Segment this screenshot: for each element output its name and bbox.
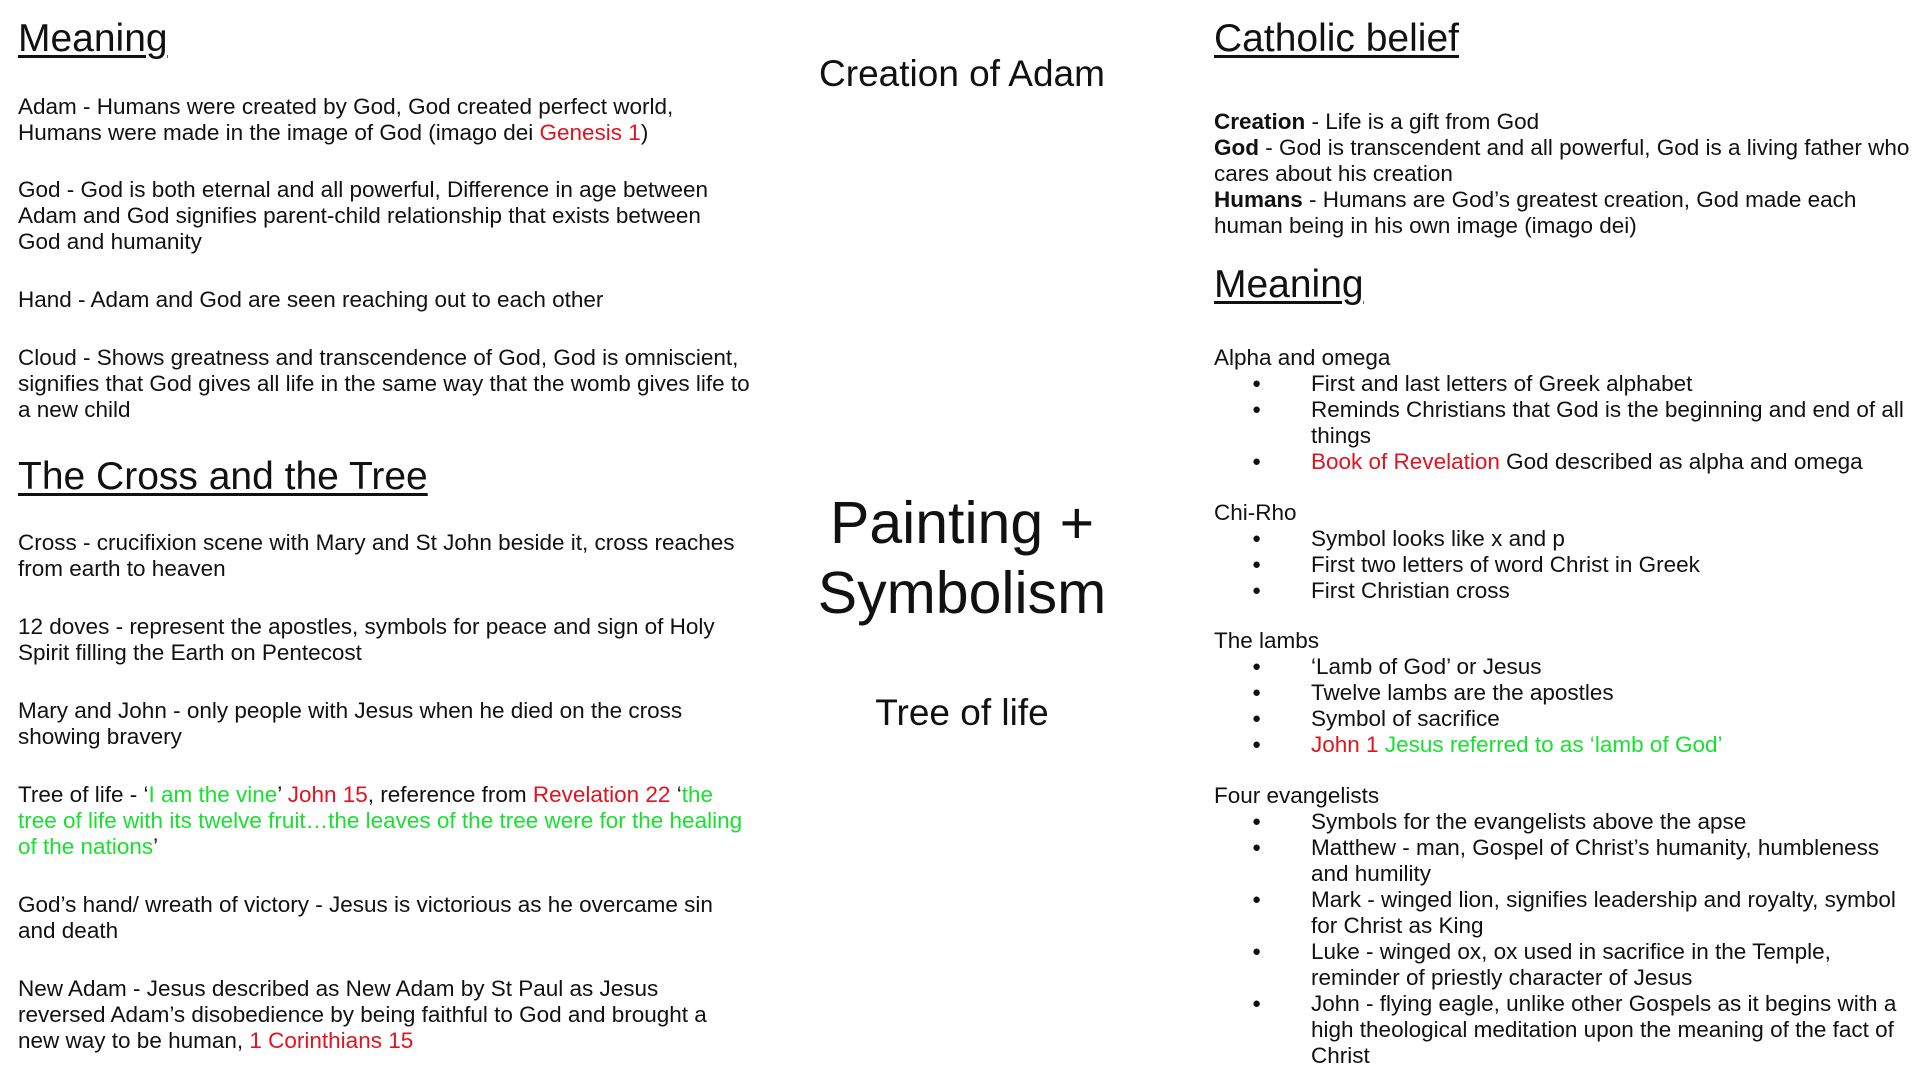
group-title: Alpha and omega <box>1214 345 1391 370</box>
list-item: ● First and last letters of Greek alphabet <box>1214 371 1914 397</box>
belief-humans: Humans - Humans are God’s greatest creation, God made each human being in his own image (imago dei) <box>1214 187 1857 238</box>
bullet-list <box>1214 654 1914 758</box>
list-item: ● Symbols for the evangelists above the apse <box>1214 809 1914 835</box>
quote: the tree of life with its twelve fruit…the leaves of the tree were for the healing of the nations <box>18 782 743 859</box>
cross-item-new-adam: New Adam - Jesus described as New Adam by St Paul as Jesus reversed Adam’s disobedience by being faithful to God and brought a new way to be human, 1 Corinthians 15 <box>18 976 707 1053</box>
bible-reference: Revelation 22 <box>532 782 671 807</box>
main-title-line-2: Symbolism <box>817 560 1107 626</box>
list-item: ● Book of Revelation God described as alpha and omega <box>1214 449 1914 475</box>
main-title-line-1: Painting + <box>829 490 1095 556</box>
list-item: ● Reminds Christians that God is the beginning and end of all things <box>1214 397 1914 449</box>
bullet-list <box>1214 371 1914 475</box>
bible-reference: Book of Revelation <box>1311 449 1500 474</box>
cross-tree-heading: The Cross and the Tree <box>18 455 428 498</box>
belief-creation: Creation - Life is a gift from God <box>1214 109 1540 134</box>
bullet-list <box>1214 809 1914 1069</box>
meaning-item-god: God - God is both eternal and all powerful, Difference in age between Adam and God signifies parent-child relationship that exists between God and humanity <box>18 177 709 254</box>
bible-reference: John 1 <box>1311 732 1379 757</box>
list-item: ● First two letters of word Christ in Greek <box>1214 552 1914 578</box>
quote: I am the vine <box>148 782 278 807</box>
bible-reference: John 15 <box>287 782 368 807</box>
meaning-heading-right: Meaning <box>1214 263 1364 306</box>
group-four-evangelists <box>1214 783 1914 1069</box>
meaning-heading-left: Meaning <box>18 17 168 60</box>
list-item: ● Symbol looks like x and p <box>1214 526 1914 552</box>
cross-item-tree-of-life: Tree of life - ‘I am the vine’ John 15, reference from Revelation 22 ‘the tree of life with its twelve fruit…the leaves of the tree were for the healing of the nations’ <box>18 782 743 859</box>
meaning-item-adam: Adam - Humans were created by God, God created perfect world, Humans were made in the image of God (imago dei Genesis 1) <box>18 94 674 145</box>
cross-item-gods-hand: God’s hand/ wreath of victory - Jesus is victorious as he overcame sin and death <box>18 892 713 943</box>
cross-item-cross: Cross - crucifixion scene with Mary and St John beside it, cross reaches from earth to heaven <box>18 530 735 581</box>
list-item: ● John - flying eagle, unlike other Gospels as it begins with a high theological meditation upon the meaning of the fact of Christ <box>1214 991 1914 1069</box>
list-item: ● Luke - winged ox, ox used in sacrifice in the Temple, reminder of priestly character of Jesus <box>1214 939 1914 991</box>
list-item <box>1214 732 1914 758</box>
quote: Jesus referred to as ‘lamb of God’ <box>1378 732 1723 757</box>
catholic-beliefs <box>1214 109 1914 239</box>
bullet-list <box>1214 526 1914 604</box>
group-title: The lambs <box>1214 628 1320 653</box>
main-title <box>712 488 1212 628</box>
list-item: ● Matthew - man, Gospel of Christ’s humanity, humbleness and humility <box>1214 835 1914 887</box>
cross-item-doves: 12 doves - represent the apostles, symbols for peace and sign of Holy Spirit filling the Earth on Pentecost <box>18 614 715 665</box>
bible-reference: Genesis 1 <box>539 120 641 145</box>
catholic-belief-heading: Catholic belief <box>1214 17 1459 60</box>
list-item: ● First Christian cross <box>1214 578 1914 604</box>
group-chi-rho <box>1214 500 1914 604</box>
group-title: Chi-Rho <box>1214 500 1297 525</box>
meaning-item-hand: Hand - Adam and God are seen reaching out to each other <box>18 287 604 312</box>
cross-item-mary-john: Mary and John - only people with Jesus when he died on the cross showing bravery <box>18 698 683 749</box>
tree-of-life-title: Tree of life <box>875 692 1049 733</box>
group-lambs <box>1214 628 1914 758</box>
group-alpha-omega <box>1214 345 1914 475</box>
list-item: ● ‘Lamb of God’ or Jesus <box>1214 654 1914 680</box>
list-item: ● Mark - winged lion, signifies leadership and royalty, symbol for Christ as King <box>1214 887 1914 939</box>
meaning-item-cloud: Cloud - Shows greatness and transcendence of God, God is omniscient, signifies that God gives all life in the same way that the womb gives life to a new child <box>18 345 750 422</box>
belief-god: God - God is transcendent and all powerful, God is a living father who cares about his creation <box>1214 135 1910 186</box>
list-item: ● Symbol of sacrifice <box>1214 706 1914 732</box>
group-title: Four evangelists <box>1214 783 1380 808</box>
creation-of-adam-title: Creation of Adam <box>819 53 1105 94</box>
list-item: ● Twelve lambs are the apostles <box>1214 680 1914 706</box>
bible-reference: 1 Corinthians 15 <box>249 1028 414 1053</box>
